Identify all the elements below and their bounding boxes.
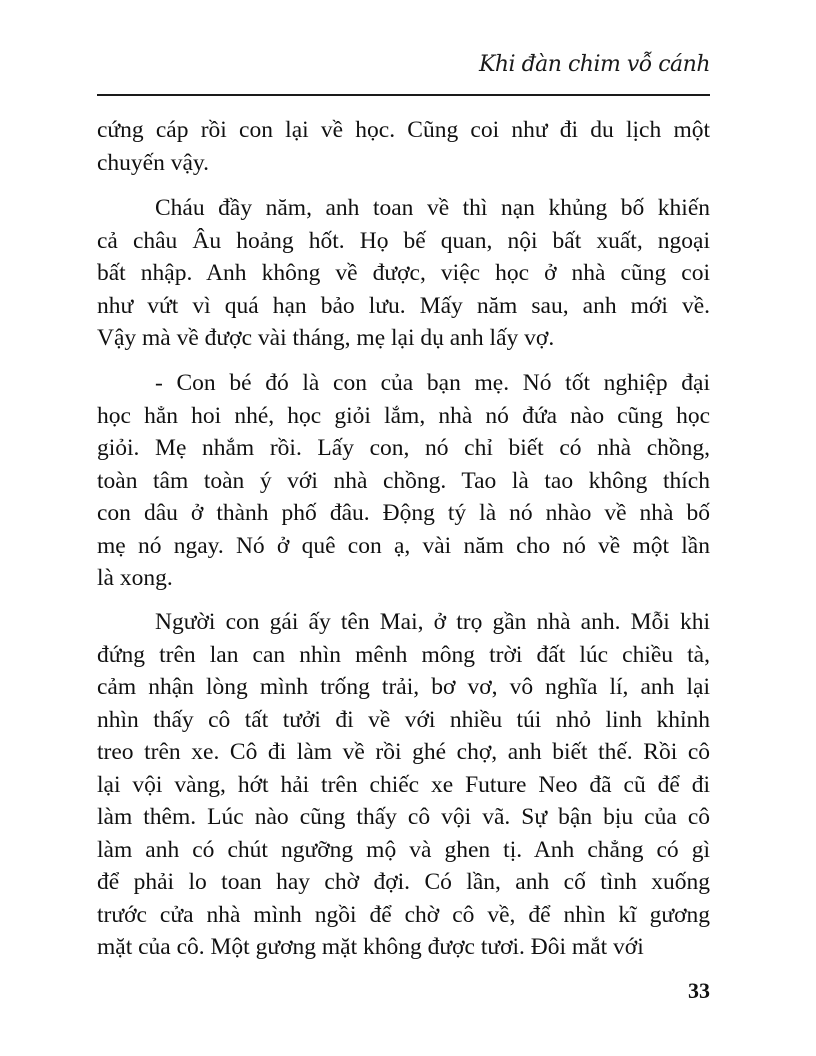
text-line: lại vội vàng, hớt hải trên chiếc xe Future Neo đã cũ để đi: [97, 771, 710, 798]
running-header-title: Khi đàn chim vỗ cánh: [478, 52, 710, 77]
paragraph: [97, 192, 710, 355]
paragraph: [97, 114, 710, 179]
text-line: nhìn thấy cô tất tưởi đi về với nhiều túi nhỏ linh khỉnh: [97, 706, 710, 733]
text-line: Vậy mà về được vài tháng, mẹ lại dụ anh lấy vợ.: [97, 325, 555, 351]
text-line: cảm nhận lòng mình trống trải, bơ vơ, vô nghĩa lí, anh lại: [97, 674, 710, 700]
paragraph: [97, 367, 710, 595]
text-line: treo trên xe. Cô đi làm về rồi ghé chợ, anh biết thế. Rồi cô: [97, 739, 710, 765]
text-line: như vứt vì quá hạn bảo lưu. Mấy năm sau, anh mới về.: [97, 292, 710, 319]
text-line: cứng cáp rồi con lại về học. Cũng coi như đi du lịch một: [97, 117, 710, 143]
text-line: mặt của cô. Một gương mặt không được tươi. Đôi mắt với: [97, 934, 644, 960]
text-line: bất nhập. Anh không về được, việc học ở nhà cũng coi: [97, 260, 710, 286]
text-line: mẹ nó ngay. Nó ở quê con ạ, vài năm cho nó về một lần: [97, 532, 710, 559]
text-line: đứng trên lan can nhìn mênh mông trời đất lúc chiều tà,: [97, 641, 710, 668]
text-line: Cháu đầy năm, anh toan về thì nạn khủng bố khiến: [155, 195, 710, 221]
paragraph: [97, 606, 710, 964]
text-line: trước cửa nhà mình ngồi để chờ cô về, để nhìn kĩ gương: [97, 901, 710, 928]
text-line: làm thêm. Lúc nào cũng thấy cô vội vã. Sự bận bịu của cô: [97, 804, 710, 830]
text-line: con dâu ở thành phố đâu. Động tý là nó nhào về nhà bố: [97, 500, 710, 526]
text-line: giỏi. Mẹ nhắm rồi. Lấy con, nó chỉ biết có nhà chồng,: [97, 435, 710, 461]
text-line: Người con gái ấy tên Mai, ở trọ gần nhà anh. Mỗi khi: [155, 609, 710, 635]
text-line: để phải lo toan hay chờ đợi. Có lần, anh cố tình xuống: [97, 869, 710, 895]
text-line: là xong.: [97, 565, 173, 591]
text-line: làm anh có chút ngưỡng mộ và ghen tị. Anh chẳng có gì: [97, 836, 710, 863]
header-rule: [97, 94, 710, 96]
text-line: toàn tâm toàn ý với nhà chồng. Tao là tao không thích: [97, 467, 710, 494]
text-line: học hẳn hoi nhé, học giỏi lắm, nhà nó đứa nào cũng học: [97, 402, 710, 429]
page-number: 33: [688, 978, 710, 1003]
text-line: - Con bé đó là con của bạn mẹ. Nó tốt nghiệp đại: [155, 370, 710, 396]
text-line: cả châu Âu hoảng hốt. Họ bế quan, nội bất xuất, ngoại: [97, 227, 710, 254]
text-line: chuyến vậy.: [97, 149, 210, 176]
